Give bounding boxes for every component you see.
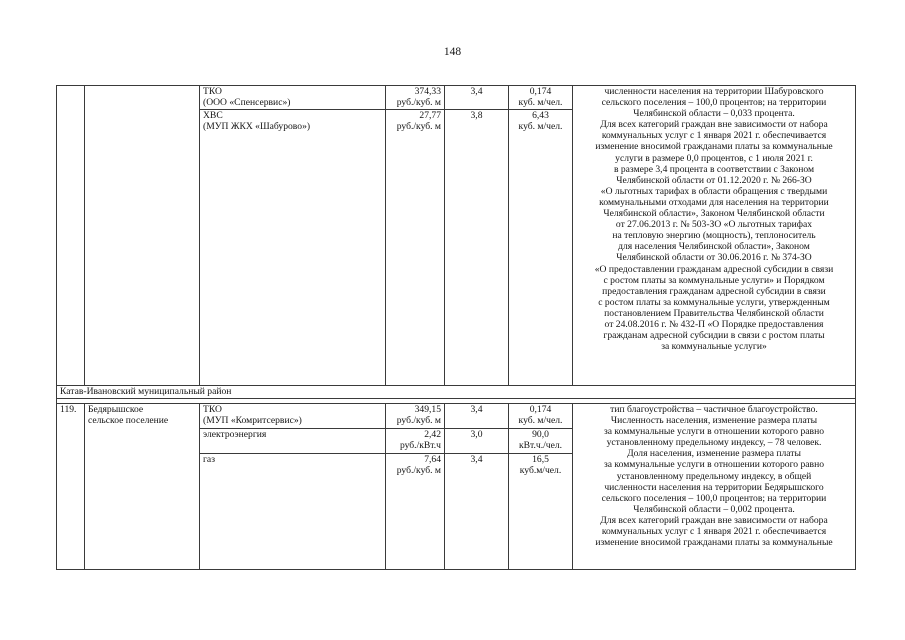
tariff-table [56,85,856,570]
page-number: 148 [443,46,462,58]
norm-value: 0,174 куб. м/чел. [509,86,573,110]
section-title: Катав-Ивановский муниципальный район [57,386,856,399]
service-name: ТКО (МУП «Комритсервис») [200,404,386,429]
growth-value: 3,4 [445,86,509,110]
service-name: ХВС (МУП ЖКХ «Шабурово») [200,110,386,386]
tariff-value: 7,64 руб./куб. м [386,454,445,570]
growth-value: 3,4 [445,404,509,429]
service-name: электроэнергия [200,429,386,454]
section-row [57,386,856,399]
tariff-value: 374,33 руб./куб. м [386,86,445,110]
tariff-value: 27,77 руб./куб. м [386,110,445,386]
norm-value: 90,0 кВт.ч./чел. [509,429,573,454]
settlement-cell [85,86,200,386]
norm-value: 6,43 куб. м/чел. [509,110,573,386]
growth-value: 3,4 [445,454,509,570]
row-number-cell [57,86,85,386]
table-row [57,86,856,110]
row-number: 119. [57,404,85,570]
norm-value: 0,174 куб. м/чел. [509,404,573,429]
note-text: тип благоустройства – частичное благоустройство. Численность населения, изменение размера платы за коммунальные услуги в отношении которого равно установленному предельному индексу, – 78 человек. Доля населения, изменение размера платы за коммунальные услуги в отношении которого равно установленному предельному индексу, в общей численности населения на территории Бедярышского сельского поселения – 100,0 процентов; на территории Челябинской области – 0,002 процента. Для всех категорий граждан вне зависимости от набора коммунальных услуг с 1 января 2021 г. обеспечивается изменение вносимой гражданами платы за коммунальные [573,404,856,570]
norm-value: 16,5 куб.м/чел. [509,454,573,570]
service-name: ТКО (ООО «Спенсервис») [200,86,386,110]
service-name: газ [200,454,386,570]
growth-value: 3,0 [445,429,509,454]
settlement-name: Бедярышское сельское поселение [85,404,200,570]
note-text: численности населения на территории Шабуровского сельского поселения – 100,0 процентов; на территории Челябинской области – 0,033 процента. Для всех категорий граждан вне зависимости от набора коммунальных услуг с 1 января 2021 г. обеспечивается изменение вносимой гражданами платы за коммунальные услуги в размере 0,0 процентов, с 1 июля 2021 г. в размере 3,4 процента в соответствии с Законом Челябинской области от 01.12.2020 г. № 266-ЗО «О льготных тарифах в области обращения с твердыми коммунальными отходами для населения на территории Челябинской области», Законом Челябинской области от 27.06.2013 г. № 503-ЗО «О льготных тарифах на тепловую энергию (мощность), теплоноситель для населения Челябинской области», Законом Челябинской области от 30.06.2016 г. № 374-ЗО «О предоставлении гражданам адресной субсидии в связи с ростом платы за коммунальные услуги» и Порядком предоставления гражданам адресной субсидии в связи с ростом платы за коммунальные услуги, утвержденным постановлением Правительства Челябинской области от 24.08.2016 г. № 432-П «О Порядке предоставления гражданам адресной субсидии в связи с ростом платы за коммунальные услуги» [573,86,856,386]
tariff-value: 349,15 руб./куб. м [386,404,445,429]
table-row [57,404,856,429]
growth-value: 3,8 [445,110,509,386]
tariff-value: 2,42 руб./кВт.ч [386,429,445,454]
